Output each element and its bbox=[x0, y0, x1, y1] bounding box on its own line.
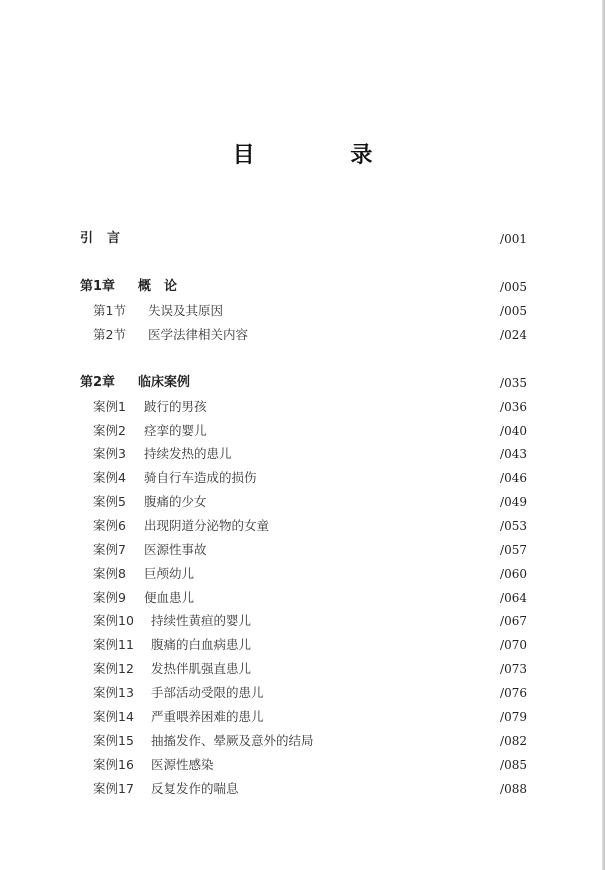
toc-entry-number: 第2章 bbox=[80, 375, 116, 390]
toc-entry-page: /005 bbox=[500, 280, 527, 294]
toc-entry-section-2[interactable] bbox=[0, 324, 605, 346]
toc-entry-number: 案例5 bbox=[93, 494, 126, 509]
toc-entry-title: 医学法律相关内容 bbox=[148, 327, 249, 342]
toc-entry-title: 医源性事故 bbox=[144, 542, 207, 557]
toc-entry-title: 骑自行车造成的损伤 bbox=[144, 470, 257, 485]
toc-entry-section-1[interactable] bbox=[0, 300, 605, 322]
toc-entry-number: 案例17 bbox=[93, 781, 134, 796]
toc-entry-case-15[interactable] bbox=[0, 730, 605, 752]
toc-entry-page: /046 bbox=[500, 471, 527, 485]
toc-entry-title: 发热伴肌强直患儿 bbox=[151, 661, 252, 676]
toc-entry-number: 第2节 bbox=[93, 327, 126, 342]
toc-entry-introduction[interactable] bbox=[0, 228, 605, 250]
toc-entry-page: /057 bbox=[500, 543, 527, 557]
toc-entry-page: /001 bbox=[500, 232, 527, 246]
toc-entry-case-5[interactable] bbox=[0, 491, 605, 513]
toc-entry-title: 反复发作的喘息 bbox=[151, 781, 239, 796]
toc-entry-page: /035 bbox=[500, 376, 527, 390]
toc-entry-number: 第1章 bbox=[80, 279, 116, 294]
toc-entry-number: 案例7 bbox=[93, 542, 126, 557]
toc-entry-case-7[interactable] bbox=[0, 539, 605, 561]
toc-entry-page: /005 bbox=[500, 304, 527, 318]
toc-entry-page: /082 bbox=[500, 734, 527, 748]
toc-entry-number: 案例12 bbox=[93, 661, 134, 676]
toc-entry-title: 持续发热的患儿 bbox=[144, 446, 232, 461]
toc-entry-number: 案例13 bbox=[93, 685, 134, 700]
toc-entry-case-1[interactable] bbox=[0, 396, 605, 418]
toc-entry-case-9[interactable] bbox=[0, 587, 605, 609]
toc-entry-page: /079 bbox=[500, 710, 527, 724]
toc-entry-title: 手部活动受限的患儿 bbox=[151, 685, 264, 700]
toc-entry-chapter-2[interactable] bbox=[0, 372, 605, 394]
toc-entry-case-6[interactable] bbox=[0, 515, 605, 537]
toc-entry-page: /024 bbox=[500, 328, 527, 342]
toc-entry-page: /070 bbox=[500, 638, 527, 652]
toc-entry-page: /040 bbox=[500, 424, 527, 438]
toc-entry-number: 案例10 bbox=[93, 613, 134, 628]
toc-entry-number: 案例6 bbox=[93, 518, 126, 533]
toc-entry-page: /076 bbox=[500, 686, 527, 700]
toc-entry-title: 严重喂养困难的患儿 bbox=[151, 709, 264, 724]
toc-entry-page: /064 bbox=[500, 591, 527, 605]
toc-entry-title: 失误及其原因 bbox=[148, 303, 224, 318]
toc-entry-page: /053 bbox=[500, 519, 527, 533]
toc-entry-title: 跛行的男孩 bbox=[144, 399, 207, 414]
toc-entry-title: 概 论 bbox=[138, 279, 178, 294]
toc-entry-number: 案例15 bbox=[93, 733, 134, 748]
toc-entry-title: 巨颅幼儿 bbox=[144, 566, 195, 581]
toc-entry-number: 案例14 bbox=[93, 709, 134, 724]
toc-entry-title: 临床案例 bbox=[138, 375, 191, 390]
toc-entry-number: 案例16 bbox=[93, 757, 134, 772]
toc-entry-case-13[interactable] bbox=[0, 682, 605, 704]
page-title: 目 录 bbox=[232, 142, 417, 168]
toc-entry-chapter-1[interactable] bbox=[0, 276, 605, 298]
toc-entry-page: /088 bbox=[500, 782, 527, 796]
toc-entry-case-3[interactable] bbox=[0, 443, 605, 465]
toc-entry-number: 第1节 bbox=[93, 303, 126, 318]
toc-entry-title: 医源性感染 bbox=[151, 757, 214, 772]
toc-entry-case-14[interactable] bbox=[0, 706, 605, 728]
toc-entry-page: /043 bbox=[500, 447, 527, 461]
toc-entry-title: 便血患儿 bbox=[144, 590, 195, 605]
toc-entry-number: 引言 bbox=[80, 231, 135, 246]
toc-entry-page: /036 bbox=[500, 400, 527, 414]
toc-entry-case-12[interactable] bbox=[0, 658, 605, 680]
toc-entry-page: /060 bbox=[500, 567, 527, 581]
toc-entry-title: 腹痛的白血病患儿 bbox=[151, 637, 252, 652]
toc-entry-title: 抽搐发作、晕厥及意外的结局 bbox=[151, 733, 314, 748]
toc-entry-case-4[interactable] bbox=[0, 467, 605, 489]
toc-entry-title: 痉挛的婴儿 bbox=[144, 423, 207, 438]
toc-entry-number: 案例1 bbox=[93, 399, 126, 414]
toc-entry-case-10[interactable] bbox=[0, 610, 605, 632]
toc-entry-case-8[interactable] bbox=[0, 563, 605, 585]
toc-entry-number: 案例11 bbox=[93, 637, 134, 652]
toc-entry-title: 持续性黄疸的婴儿 bbox=[151, 613, 252, 628]
toc-entry-page: /085 bbox=[500, 758, 527, 772]
toc-entry-page: /073 bbox=[500, 662, 527, 676]
toc-entry-number: 案例9 bbox=[93, 590, 126, 605]
toc-entry-page: /049 bbox=[500, 495, 527, 509]
toc-entry-case-11[interactable] bbox=[0, 634, 605, 656]
toc-entry-number: 案例8 bbox=[93, 566, 126, 581]
toc-entry-number: 案例4 bbox=[93, 470, 126, 485]
toc-entry-number: 案例2 bbox=[93, 423, 126, 438]
toc-entry-number: 案例3 bbox=[93, 446, 126, 461]
toc-entry-case-17[interactable] bbox=[0, 778, 605, 800]
toc-entry-title: 出现阴道分泌物的女童 bbox=[144, 518, 270, 533]
toc-entry-case-16[interactable] bbox=[0, 754, 605, 776]
toc-entry-title: 腹痛的少女 bbox=[144, 494, 207, 509]
toc-entry-page: /067 bbox=[500, 614, 527, 628]
toc-entry-case-2[interactable] bbox=[0, 420, 605, 442]
